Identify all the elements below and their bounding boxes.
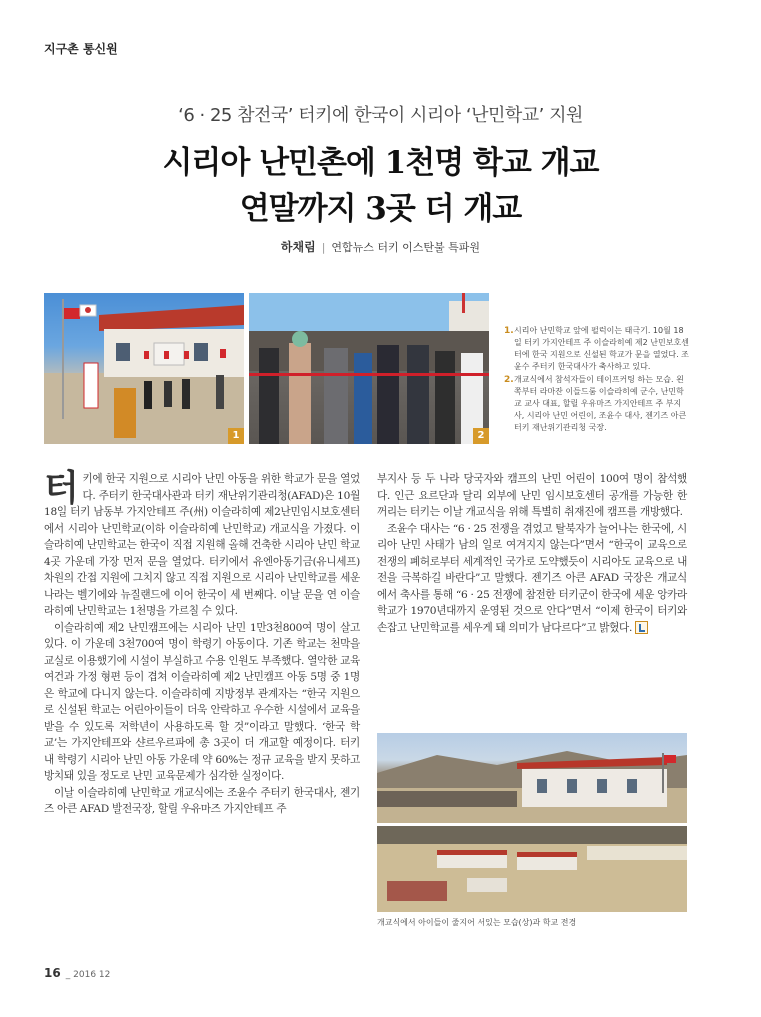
body-paragraph: 이날 이슬라히예 난민학교 개교식에는 조윤수 주터키 한국대사, 젠기즈 아큰 AFAD 발전국장, 할릴 우유마즈 가지안테프 주 [44, 786, 360, 815]
bottom-photo-caption: 개교식에서 아이들이 줄지어 서있는 모습(상)과 학교 전경 [377, 918, 577, 927]
body-paragraph-text: 조윤수 대사는 “6 · 25 전쟁을 겪었고 탈북자가 늘어나는 한국에, 시리아 난민 사태가 남의 일로 여겨지지 않는다”면서 “한국이 교육으로 전쟁의 폐허로부터 세계적인 국가로 도약했듯이 시리아도 교육으로 내전을 극복하길 바란다”고 말했다. 젠기즈 아큰 AFAD 국장은 개교식에서 축사를 통해 “6 · 25 전쟁에 참전한 터키군이 한국에 세운 앙카라학교가 1970년대까지 운영된 것으로 안다”면서 “이제 한국이 터키와 손잡고 난민학교를 세우게 돼 의미가 남다르다”고 밝혔다. [377, 522, 687, 634]
photo-caption-2 [504, 374, 689, 434]
body-paragraph: 이슬라히예 제2 난민캠프에는 시리아 난민 1만3천800여 명이 살고 있다. 이 가운데 3천700여 명이 학령기 아동이다. 기존 학교는 천막을 교실로 이용했기에 시설이 부실하고 수용 인원도 부족했다. 열악한 교육 여건과 가정 형편 등이 겹쳐 이슬라히예 제2 난민캠프 아동 5명 중 1명은 학교에 다니지 않는다. 이슬라히예 지방정부 관계자는 “한국 지원으로 신설된 학교는 어린아이들이 더욱 안락하고 우수한 시설에서 교육을 받을 수 있도록 저학년이 사용하도록 할 것”이라고 말했다. ‘한국 학교’는 가지안테프와 샨르우르파에 총 3곳이 더 개교할 예정이다. 터키 내 학령기 시리아 난민 아동 가운데 약 60%는 정규 교육을 받지 못하고 방치돼 있을 정도로 난민 교육문제가 심각한 실정이다. [44, 621, 360, 782]
dropcap: 터 [44, 467, 79, 509]
photo-caption-list [504, 325, 689, 435]
caption-text-2: 개교식에서 참석자들이 테이프커팅 하는 모습. 왼쪽부터 라마잔 이들드룸 이슬라히예 군수, 난민학교 교사 대표, 할릴 우유마즈 가지안테프 주 부지사, 시리아 난민 어린이, 조윤수 대사, 젠기즈 아큰 터키 재난위기관리청 국장. [514, 375, 687, 432]
caption-number-1: 1. [504, 326, 514, 336]
article-end-icon [635, 621, 648, 634]
photo-children-lined-up [377, 733, 687, 823]
article-title-line2: 연말까지 3곳 더 개교 [239, 191, 522, 227]
photo-ribbon-cutting [249, 293, 489, 444]
photo-school-flags [44, 293, 244, 444]
photo-school-flags-graphic [44, 293, 244, 444]
caption-text-1: 시리아 난민학교 앞에 펄럭이는 태극기. 10월 18일 터키 가지안테프 주 이슬라히예 제2 난민보호센터에 한국 지원으로 신설된 학교가 문을 열었다. 조윤수 주터키 한국대사가 축사하고 있다. [514, 326, 689, 371]
photo-number-2: 2 [473, 428, 489, 444]
photo-ribbon-cutting-graphic [249, 293, 489, 444]
body-column-right [377, 471, 687, 636]
section-label: 지구촌 통신원 [44, 42, 118, 56]
article-subtitle: ‘6 · 25 참전국’ 터키에 한국이 시리아 ‘난민학교’ 지원 [178, 105, 583, 126]
author-title: 연합뉴스 터키 이스탄불 특파원 [331, 241, 481, 254]
photo-school-overview-graphic [377, 826, 687, 912]
body-paragraph [44, 467, 360, 620]
issue-date: _ 2016 12 [65, 970, 111, 980]
page-folio [44, 962, 110, 981]
author-name: 하채림 [280, 240, 316, 254]
body-paragraph: 부지사 등 두 나라 당국자와 캠프의 난민 어린이 100여 명이 참석했다. 인근 요르단과 달리 외부에 난민 임시보호센터 공개를 가능한 한 꺼리는 터키는 이날 개교식을 위해 특별히 취재진에 캠프를 개방했다. [377, 473, 687, 518]
article-title-line1: 시리아 난민촌에 1천명 학교 개교 [162, 145, 599, 181]
photo-children-lined-up-graphic [377, 733, 687, 823]
photo-caption-1 [504, 325, 689, 373]
page-number: 16 [44, 966, 61, 980]
body-paragraph [377, 521, 687, 637]
photo-school-overview [377, 826, 687, 912]
byline-separator: | [321, 241, 326, 254]
body-column-left [44, 467, 360, 818]
byline [0, 238, 761, 255]
body-paragraph-text: 키에 한국 지원으로 시리아 난민 아동을 위한 학교가 문을 열었다. 주터키 한국대사관과 터키 재난위기관리청(AFAD)은 10월 18일 터키 남동부 가지안테프 주(州) 이슬라히예 제2난민임시보호센터에서 시리아 난민학교(이하 이슬라히예 난민학교) 개교식을 가졌다. 이슬라히예 난민학교는 한국이 직접 지원해 올해 건축한 시리아 난민 학교 4곳 가운데 가장 먼저 문을 열었다. 터키에서 유엔아동기금(유니세프) 차원의 간접 지원에 그치지 않고 직접 지원으로 시리아 난민학교를 세운 나라는 벨기에와 뉴질랜드에 이어 한국이 세 번째다. 이날 문을 연 이슬라히예 난민학교는 1천명을 가르칠 수 있다. [44, 473, 360, 617]
caption-number-2: 2. [504, 375, 514, 385]
photo-number-1: 1 [228, 428, 244, 444]
